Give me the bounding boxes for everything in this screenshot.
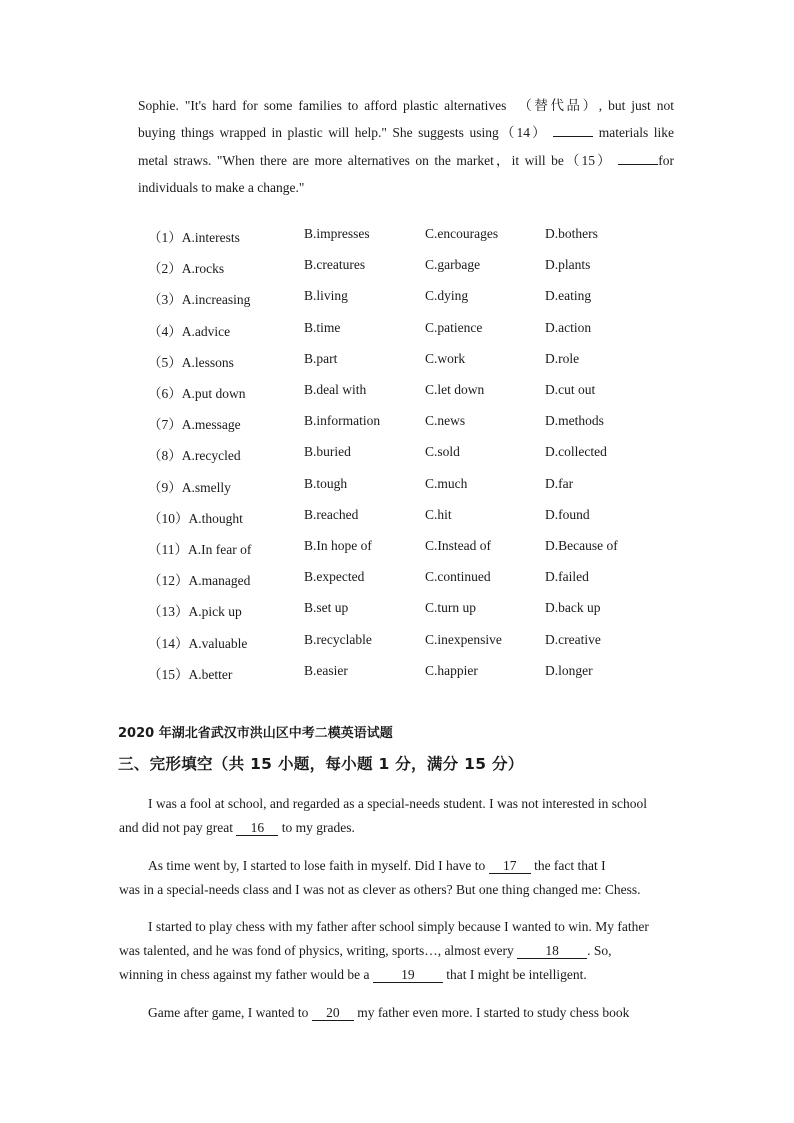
answer-blank-19: 19 <box>373 968 443 983</box>
option-b: B.buried <box>304 444 351 460</box>
option-c: C.much <box>425 475 468 491</box>
option-b: B.recyclable <box>304 631 372 647</box>
option-a <box>148 600 242 620</box>
option-b: B.information <box>304 413 381 429</box>
story-line: Game after game, I wanted to 20 my father even more. I started to study chess book <box>148 1005 630 1020</box>
option-c: C.encourages <box>425 226 499 241</box>
source-title: 2020 年湖北省武汉市洪山区中考二模英语试题 <box>118 726 393 741</box>
option-a-text: A.interests <box>181 230 240 245</box>
option-d: D.role <box>545 350 580 366</box>
option-d: D.far <box>545 475 574 491</box>
question-number: （15） <box>148 666 189 682</box>
option-a-text: A.managed <box>188 573 251 589</box>
option-c: C.let down <box>425 382 485 397</box>
option-b: B.set up <box>304 600 349 616</box>
passage-line-4: individuals to make a change." <box>138 179 305 195</box>
option-a <box>148 476 231 496</box>
option-c: C.hit <box>425 506 452 522</box>
option-c: C.garbage <box>425 257 481 273</box>
option-d: D.action <box>545 319 592 335</box>
option-b: B.deal with <box>304 382 367 397</box>
question-number: （12） <box>148 573 189 589</box>
option-b: B.living <box>304 288 348 304</box>
option-a-text: A.better <box>188 666 233 682</box>
option-b: B.In hope of <box>304 538 372 553</box>
question-number: （9） <box>148 479 182 495</box>
option-a <box>148 226 240 246</box>
option-b: B.time <box>304 319 341 335</box>
answer-blank-14 <box>553 124 593 137</box>
option-a-text: A.pick up <box>188 604 242 620</box>
passage-line-3: metal straws. "When there are more alternatives on the market，it will be（15） for <box>138 152 675 168</box>
question-number: （4） <box>148 323 182 339</box>
option-a <box>148 320 230 340</box>
answer-blank-17: 17 <box>489 859 531 874</box>
option-a-text: A.lessons <box>181 354 234 370</box>
option-a-text: A.increasing <box>181 292 251 308</box>
story-line: was in a special-needs class and I was not as clever as others? But one thing changed me: Chess. <box>119 882 641 897</box>
option-a-text: A.thought <box>188 510 243 526</box>
passage-line-1: Sophie. "It's hard for some families to afford plastic alternatives （替代品）, but just not <box>138 98 674 113</box>
option-c: C.turn up <box>425 600 477 616</box>
option-d: D.collected <box>545 444 607 460</box>
option-a <box>148 257 224 277</box>
option-a <box>148 288 250 308</box>
option-a <box>148 351 234 371</box>
option-b: B.impresses <box>304 226 370 241</box>
option-c: C.news <box>425 413 466 429</box>
option-c: C.patience <box>425 319 483 335</box>
passage-line-2: buying things wrapped in plastic will help." She suggests using（14） materials like <box>138 125 674 141</box>
story-line: winning in chess against my father would be a 19 that I might be intelligent. <box>119 967 587 982</box>
option-a-text: A.message <box>181 417 241 433</box>
story-paragraph-1 <box>119 792 675 840</box>
question-number: （7） <box>148 417 182 433</box>
section-heading: 三、完形填空（共 15 小题，每小题 1 分，满分 15 分） <box>118 755 524 773</box>
option-a-text: A.In fear of <box>188 542 252 557</box>
option-c: C.happier <box>425 662 478 678</box>
option-d: D.plants <box>545 257 591 273</box>
answer-blank-16: 16 <box>236 821 278 836</box>
question-number: （14） <box>148 635 189 651</box>
story-line: I was a fool at school, and regarded as a special-needs student. I was not interested in school <box>148 796 647 811</box>
passage-top <box>138 92 674 201</box>
option-a <box>148 538 251 558</box>
option-d: D.creative <box>545 631 601 647</box>
story-line: As time went by, I started to lose faith in myself. Did I have to 17 the fact that I <box>148 858 606 873</box>
question-number: （10） <box>148 510 189 526</box>
story-line: was talented, and he was fond of physics, writing, sports…, almost every 18 . So, <box>119 943 612 958</box>
option-b: B.expected <box>304 569 365 585</box>
question-number: （2） <box>148 261 182 277</box>
option-a-text: A.put down <box>181 386 246 401</box>
answer-blank-20: 20 <box>312 1006 354 1021</box>
option-d: D.failed <box>545 569 589 585</box>
option-a <box>148 663 232 683</box>
story-paragraph-2 <box>119 854 675 902</box>
option-c: C.continued <box>425 569 491 585</box>
option-d: D.Because of <box>545 538 618 553</box>
option-d: D.longer <box>545 662 593 678</box>
question-number: （3） <box>148 292 182 308</box>
option-b: B.tough <box>304 475 348 491</box>
option-a-text: A.recycled <box>181 448 241 464</box>
option-b: B.reached <box>304 506 359 522</box>
question-number: （1） <box>148 230 182 245</box>
option-a <box>148 413 241 433</box>
option-c: C.sold <box>425 444 460 460</box>
question-number: （6） <box>148 386 182 401</box>
question-number: （8） <box>148 448 182 464</box>
option-a-text: A.rocks <box>181 261 225 277</box>
option-a <box>148 382 246 402</box>
option-a-text: A.smelly <box>181 479 231 495</box>
story-paragraph-3 <box>119 915 675 987</box>
option-d: D.methods <box>545 413 604 429</box>
option-a <box>148 632 247 652</box>
option-a-text: A.valuable <box>188 635 248 651</box>
option-b: B.creatures <box>304 257 366 273</box>
question-number: （5） <box>148 354 182 370</box>
story-line: I started to play chess with my father after school simply because I wanted to win. My father <box>148 919 649 934</box>
question-number: （11） <box>148 542 188 557</box>
option-a <box>148 444 241 464</box>
option-b: B.part <box>304 350 338 366</box>
option-d: D.cut out <box>545 382 596 397</box>
story-paragraph-4 <box>119 1001 675 1025</box>
option-b: B.easier <box>304 662 348 678</box>
answer-blank-18: 18 <box>517 944 587 959</box>
option-a <box>148 569 250 589</box>
option-d: D.back up <box>545 600 601 616</box>
option-c: C.Instead of <box>425 538 491 553</box>
question-number: （13） <box>148 604 189 620</box>
option-c: C.dying <box>425 288 469 304</box>
option-d: D.eating <box>545 288 592 304</box>
option-c: C.work <box>425 350 466 366</box>
answer-blank-15 <box>618 152 658 165</box>
option-d: D.bothers <box>545 226 598 241</box>
story-line: and did not pay great 16 to my grades. <box>119 820 355 835</box>
option-d: D.found <box>545 506 590 522</box>
option-c: C.inexpensive <box>425 631 502 647</box>
option-a <box>148 507 243 527</box>
option-a-text: A.advice <box>181 323 231 339</box>
